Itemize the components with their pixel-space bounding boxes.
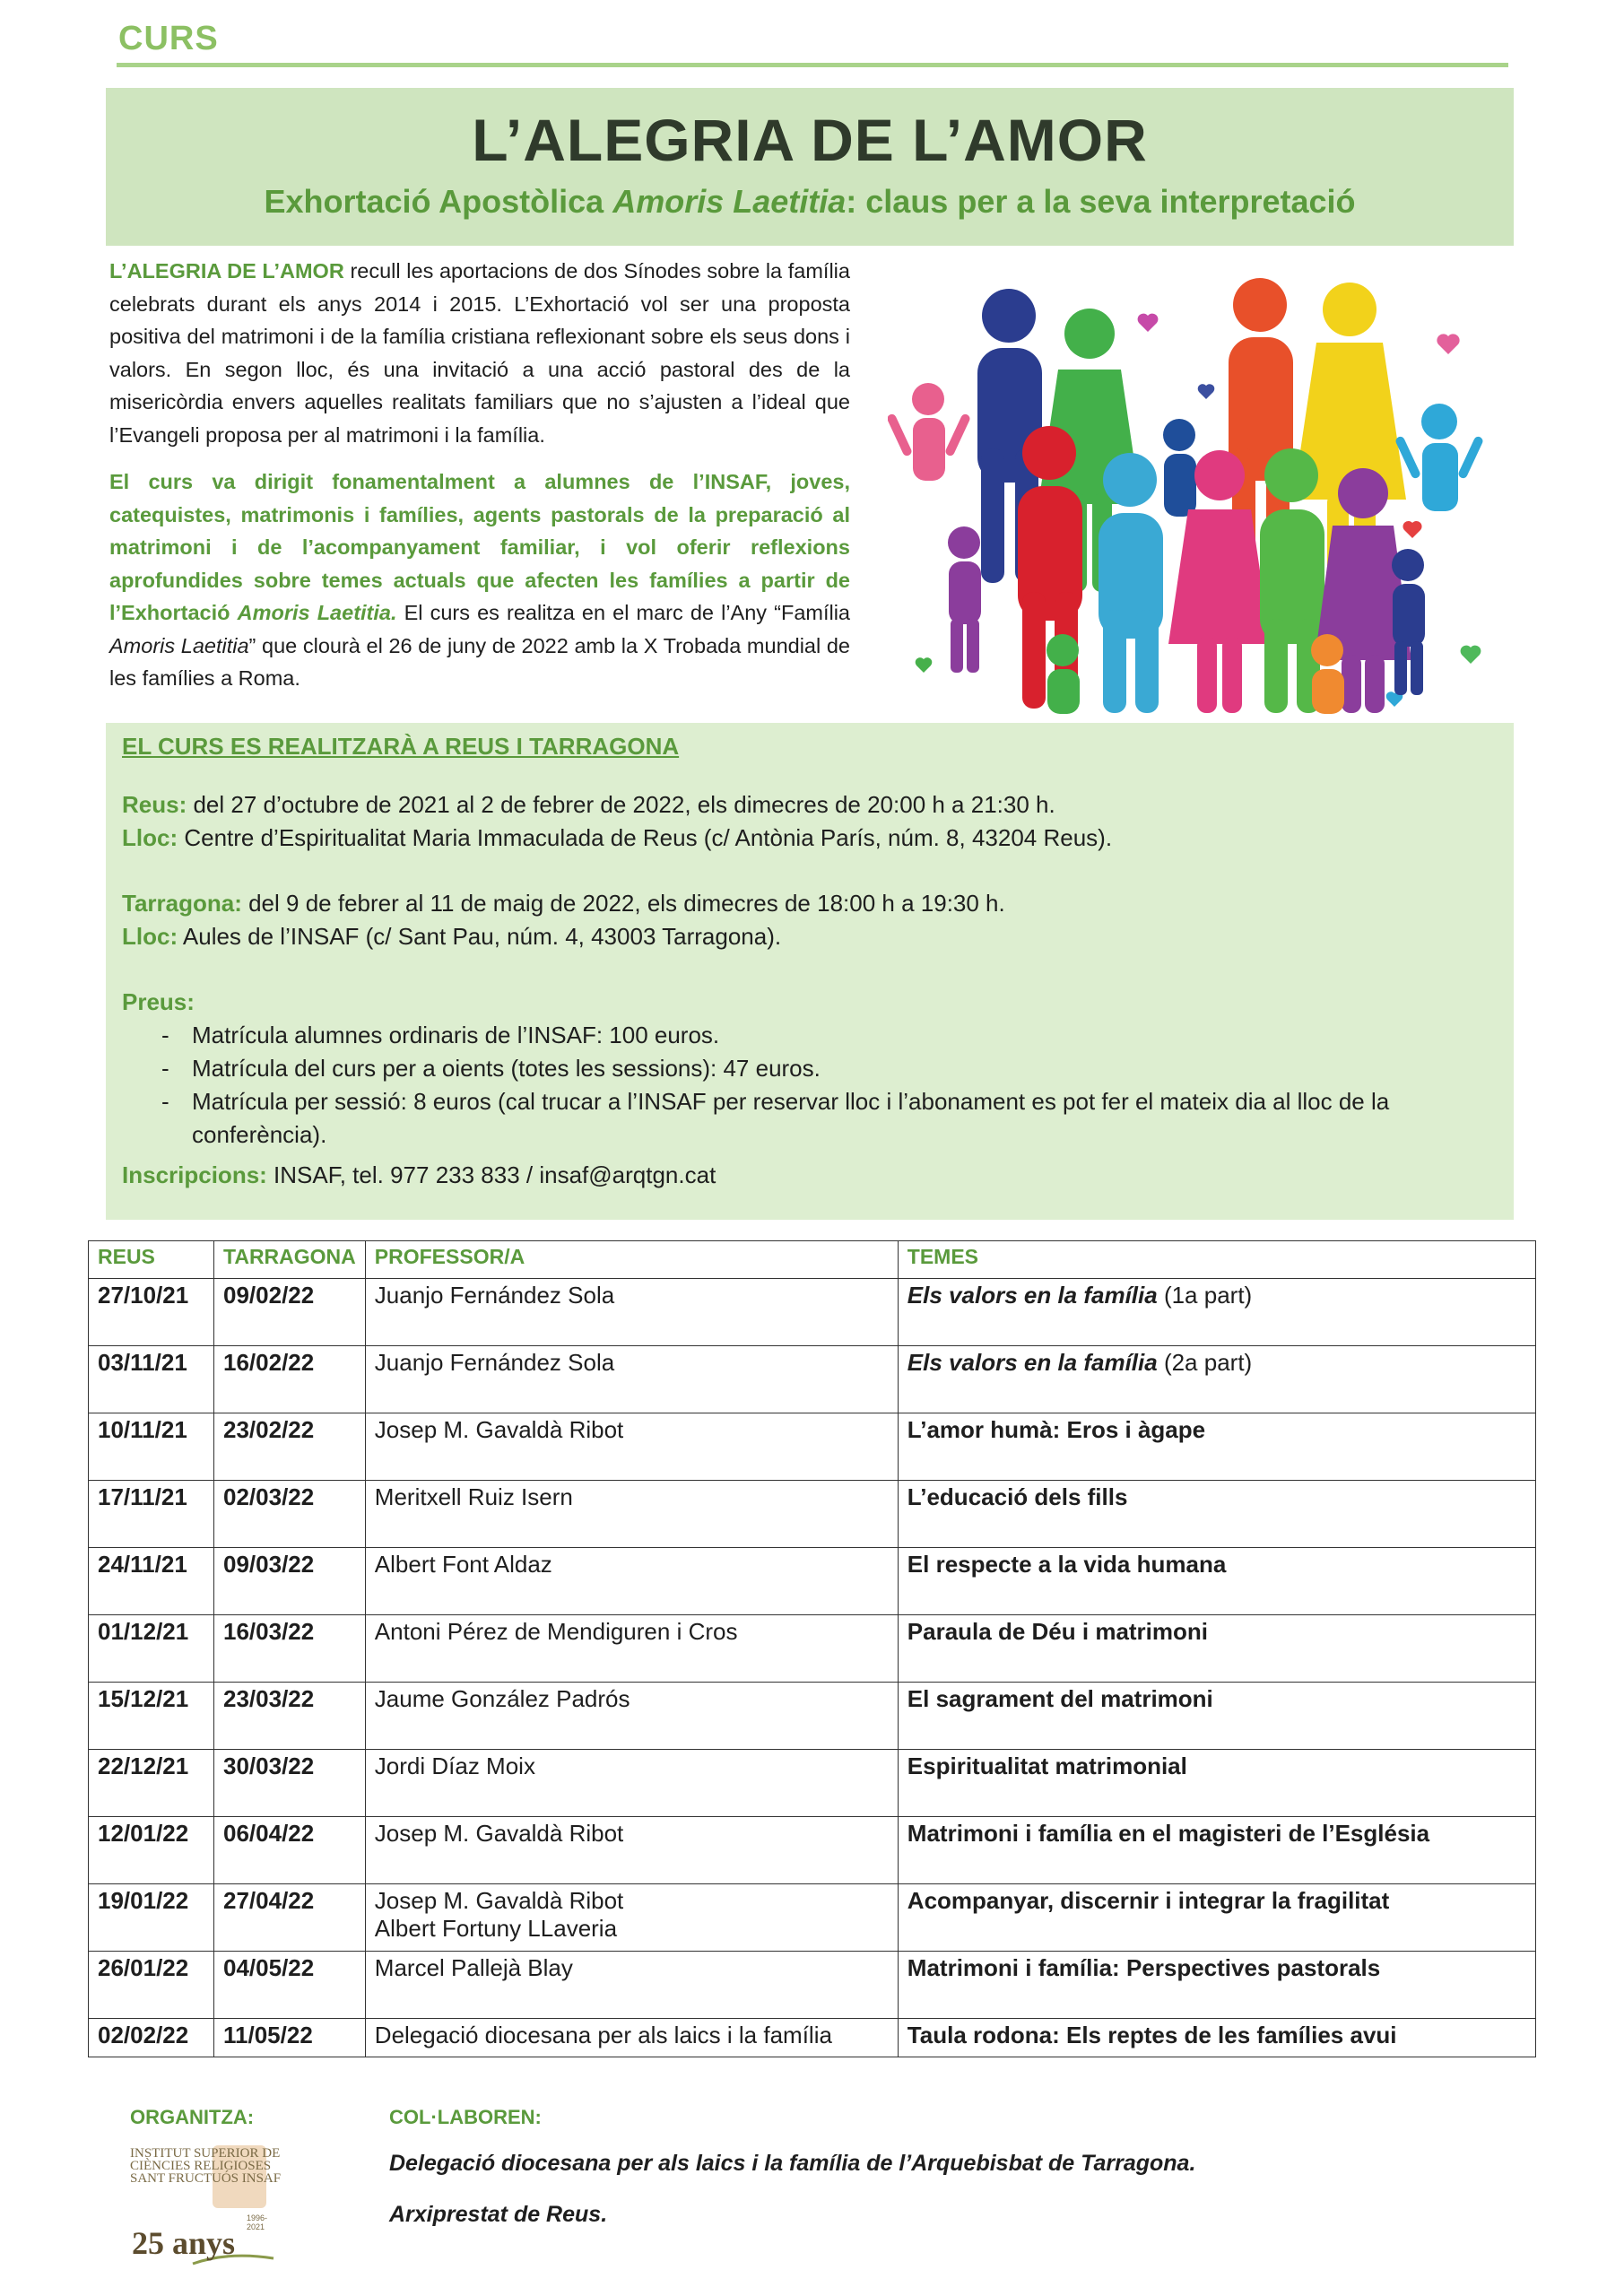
reus-date: 17/11/21 [89,1481,214,1548]
professor-cell [365,1952,898,2019]
child-figure [948,526,981,673]
table-row [89,1750,1536,1817]
registration-text: INSAF, tel. 977 233 833 / insaf@arqtgn.cat [266,1161,716,1188]
col-header-topics: TEMES [898,1241,1535,1279]
professor-name: Marcel Pallejà Blay [374,1954,573,1981]
topic-cell [898,1481,1535,1548]
intro-text-run: ” que clourà el 26 de juny de 2022 amb la X Trobada mundial de les famílies a Roma. [109,633,850,690]
price-item: - Matrícula del curs per a oients (totes les sessions): 47 euros. [161,1052,1498,1085]
logo-text: INSTITUT SUPERIOR DE CIÈNCIES RELIGIOSES SANT FRUCTUÓS INSAF [130,2146,282,2186]
topic-cell [898,1817,1535,1884]
topic-text: Paraula de Déu i matrimoni [907,1618,1209,1645]
professor-name: Josep M. Gavaldà Ribot [374,1887,624,1914]
table-row [89,1346,1536,1413]
tarragona-date: 16/02/22 [214,1346,366,1413]
reus-date: 22/12/21 [89,1750,214,1817]
course-info-box [106,723,1514,1220]
subtitle-part: Exhortació Apostòlica [264,183,613,220]
tarragona-date: 09/03/22 [214,1548,366,1615]
child-figure [888,383,971,481]
intro-paragraph-1 [109,255,850,451]
adult-figure [1099,453,1163,713]
prices-list [122,1019,1498,1152]
professor-cell [365,1346,898,1413]
intro-lead: L’ALEGRIA DE L’AMOR [109,259,344,283]
intro-audience: El curs va dirigit fonamentalment a alumnes de l’INSAF, joves, catequistes, matrimonis i famílies, agents pastorals de la preparació al matrimoni i de l’acompanyament familiar, i vol oferir reflexions aprofundides sobre temes actuals que afecten les famílies a partir de l’Exhortació [109,470,850,624]
topic-cell [898,1615,1535,1683]
reus-date: 27/10/21 [89,1279,214,1346]
professor-cell [365,1817,898,1884]
info-heading: EL CURS ES REALITZARÀ A REUS I TARRAGONA [122,733,680,760]
tarragona-date: 02/03/22 [214,1481,366,1548]
reus-label: Reus: [122,791,187,818]
page-subtitle [106,183,1514,221]
topic-cell [898,1413,1535,1481]
insaf-logo [130,2140,282,2274]
professor-cell [365,1884,898,1952]
subtitle-italic: Amoris Laetitia [612,183,847,220]
topic-text: Taula rodona: Els reptes de les famílies avui [907,2022,1397,2048]
table-row [89,1413,1536,1481]
reus-date: 01/12/21 [89,1615,214,1683]
schedule-body [89,1279,1536,2057]
professor-name: Juanjo Fernández Sola [374,1282,615,1309]
heart-icon [1437,334,1459,354]
heart-icon [1198,384,1215,399]
reus-place-text: Centre d’Espiritualitat Maria Immaculada de Reus (c/ Antònia París, núm. 8, 43204 Reus). [178,824,1113,851]
table-row [89,1279,1536,1346]
intro-audience-italic: Amoris Laetitia. [237,601,397,624]
professor-cell [365,1615,898,1683]
registration [122,1159,1498,1192]
tarragona-date: 09/02/22 [214,1279,366,1346]
logo-years: 1996-2021 [247,2213,268,2231]
professor-cell [365,2019,898,2057]
reus-date: 02/02/22 [89,2019,214,2057]
reus-text: del 27 d’octubre de 2021 al 2 de febrer de 2022, els dimecres de 20:00 h a 21:30 h. [187,791,1055,818]
topic-text: Matrimoni i família: Perspectives pastorals [907,1954,1381,1981]
intro-paragraph-2 [109,465,850,695]
table-row [89,1817,1536,1884]
topic-italic: Els valors en la família [907,1349,1158,1376]
page-title: L’ALEGRIA DE L’AMOR [472,107,1148,173]
topic-text: L’amor humà: Eros i àgape [907,1416,1206,1443]
child-figure [1392,549,1425,695]
child-figure [1394,404,1484,511]
tarragona-place-text: Aules de l’INSAF (c/ Sant Pau, núm. 4, 43003 Tarragona). [178,923,782,950]
topic-cell [898,1279,1535,1346]
topic-text: El sagrament del matrimoni [907,1685,1213,1712]
collaborator-2: Arxiprestat de Reus. [389,2202,608,2227]
heart-icon [1461,646,1481,664]
topic-text: Espiritualitat matrimonial [907,1752,1187,1779]
topic-cell [898,2019,1535,2057]
table-row [89,1884,1536,1952]
price-item: - Matrícula alumnes ordinaris de l’INSAF: 100 euros. [161,1019,1498,1052]
family-illustration [888,269,1498,718]
topic-italic: Els valors en la família [907,1282,1158,1309]
logo-anniversary: 25 anys [132,2225,236,2261]
subtitle-part: : claus per a la seva interpretació [846,183,1356,220]
collaborator-1: Delegació diocesana per als laics i la família de l’Arquebisbat de Tarragona. [389,2151,1196,2176]
title-banner [106,88,1514,246]
place-label: Lloc: [122,824,178,851]
professor-name: Meritxell Ruiz Isern [374,1483,573,1510]
child-figure [1163,419,1196,517]
professor-name: Albert Font Aldaz [374,1551,552,1578]
heart-icon [916,657,933,673]
professor-name: Josep M. Gavaldà Ribot [374,1820,624,1847]
reus-date: 12/01/22 [89,1817,214,1884]
topic-cell [898,1346,1535,1413]
tarragona-date: 04/05/22 [214,1952,366,2019]
professor-cell [365,1548,898,1615]
schedule-table [88,1240,1536,2057]
professor-cell [365,1750,898,1817]
topic-cell [898,1683,1535,1750]
tarragona-date: 27/04/22 [214,1884,366,1952]
tarragona-text: del 9 de febrer al 11 de maig de 2022, els dimecres de 18:00 h a 19:30 h. [241,890,1005,917]
professor-name: Juanjo Fernández Sola [374,1349,615,1376]
child-figure [1311,634,1344,714]
topic-suffix: (1a part) [1157,1282,1253,1309]
intro-text-run: recull les aportacions de dos Sínodes sobre la família celebrats durant els anys 2014 i 2015. L’Exhortació vol ser una proposta positiva del matrimoni i de la família cristiana reflexionant sobre els seus dons i valors. En segon lloc, és una invitació a una acció pastoral des de la misericòrdia envers aquelles realitats familiars que no s’ajusten a l’ideal que l’Evangeli proposa per al matrimoni i la família. [109,259,850,447]
intro-italic: Amoris Laetitia [109,633,249,657]
topic-cell [898,1548,1535,1615]
topic-text: L’educació dels fills [907,1483,1128,1510]
topic-cell [898,1952,1535,2019]
professor-name: Josep M. Gavaldà Ribot [374,1416,624,1443]
reus-date: 26/01/22 [89,1952,214,2019]
table-row [89,1548,1536,1615]
professor-cell [365,1413,898,1481]
professor-cell [365,1683,898,1750]
intro-text-run: El curs es realitza en el marc de l’Any “Família [396,601,851,624]
header-divider [117,63,1508,67]
professor-cell [365,1481,898,1548]
reus-date: 10/11/21 [89,1413,214,1481]
course-label: CURS [118,20,219,57]
price-item: - Matrícula per sessió: 8 euros (cal trucar a l’INSAF per reservar lloc i l’abonament es pot fer el mateix dia al lloc de la conferència). [161,1085,1498,1152]
col-header-tarragona: TARRAGONA [214,1241,366,1279]
table-row [89,1481,1536,1548]
tarragona-date: 16/03/22 [214,1615,366,1683]
child-figure [1046,634,1080,714]
table-header-row [89,1241,1536,1279]
reus-dates [122,788,1498,822]
professor-name: Delegació diocesana per als laics i la família [374,2022,832,2048]
professor-name: Jaume González Padrós [374,1685,630,1712]
intro-text [109,255,850,709]
topic-text: Matrimoni i família en el magisteri de l’Església [907,1820,1430,1847]
collaborators-label: COL·LABOREN: [389,2106,542,2128]
tarragona-dates [122,887,1498,920]
tarragona-date: 30/03/22 [214,1750,366,1817]
reus-date: 15/12/21 [89,1683,214,1750]
tarragona-place [122,920,1498,953]
professor-name: Albert Fortuny LLaveria [374,1915,618,1942]
registration-label: Inscripcions: [122,1161,267,1188]
reus-date: 24/11/21 [89,1548,214,1615]
reus-date: 03/11/21 [89,1346,214,1413]
prices-label: Preus: [122,988,195,1015]
topic-suffix: (2a part) [1157,1349,1253,1376]
tarragona-label: Tarragona: [122,890,242,917]
table-row [89,1615,1536,1683]
topic-text: El respecte a la vida humana [907,1551,1227,1578]
topic-cell [898,1750,1535,1817]
tarragona-date: 11/05/22 [214,2019,366,2057]
professor-name: Antoni Pérez de Mendiguren i Cros [374,1618,738,1645]
col-header-professor: PROFESSOR/A [365,1241,898,1279]
table-row [89,1683,1536,1750]
heart-icon [1138,314,1159,332]
tarragona-date: 23/02/22 [214,1413,366,1481]
tarragona-date: 06/04/22 [214,1817,366,1884]
professor-name: Jordi Díaz Moix [374,1752,535,1779]
topic-cell [898,1884,1535,1952]
tarragona-date: 23/03/22 [214,1683,366,1750]
adult-figure [1260,448,1324,713]
table-row [89,2019,1536,2057]
heart-icon [1403,521,1421,538]
professor-cell [365,1279,898,1346]
organizer-label: ORGANITZA: [130,2106,255,2128]
table-row [89,1952,1536,2019]
place-label: Lloc: [122,923,178,950]
reus-place [122,822,1498,855]
reus-date: 19/01/22 [89,1884,214,1952]
topic-text: Acompanyar, discernir i integrar la fragilitat [907,1887,1390,1914]
col-header-reus: REUS [89,1241,214,1279]
